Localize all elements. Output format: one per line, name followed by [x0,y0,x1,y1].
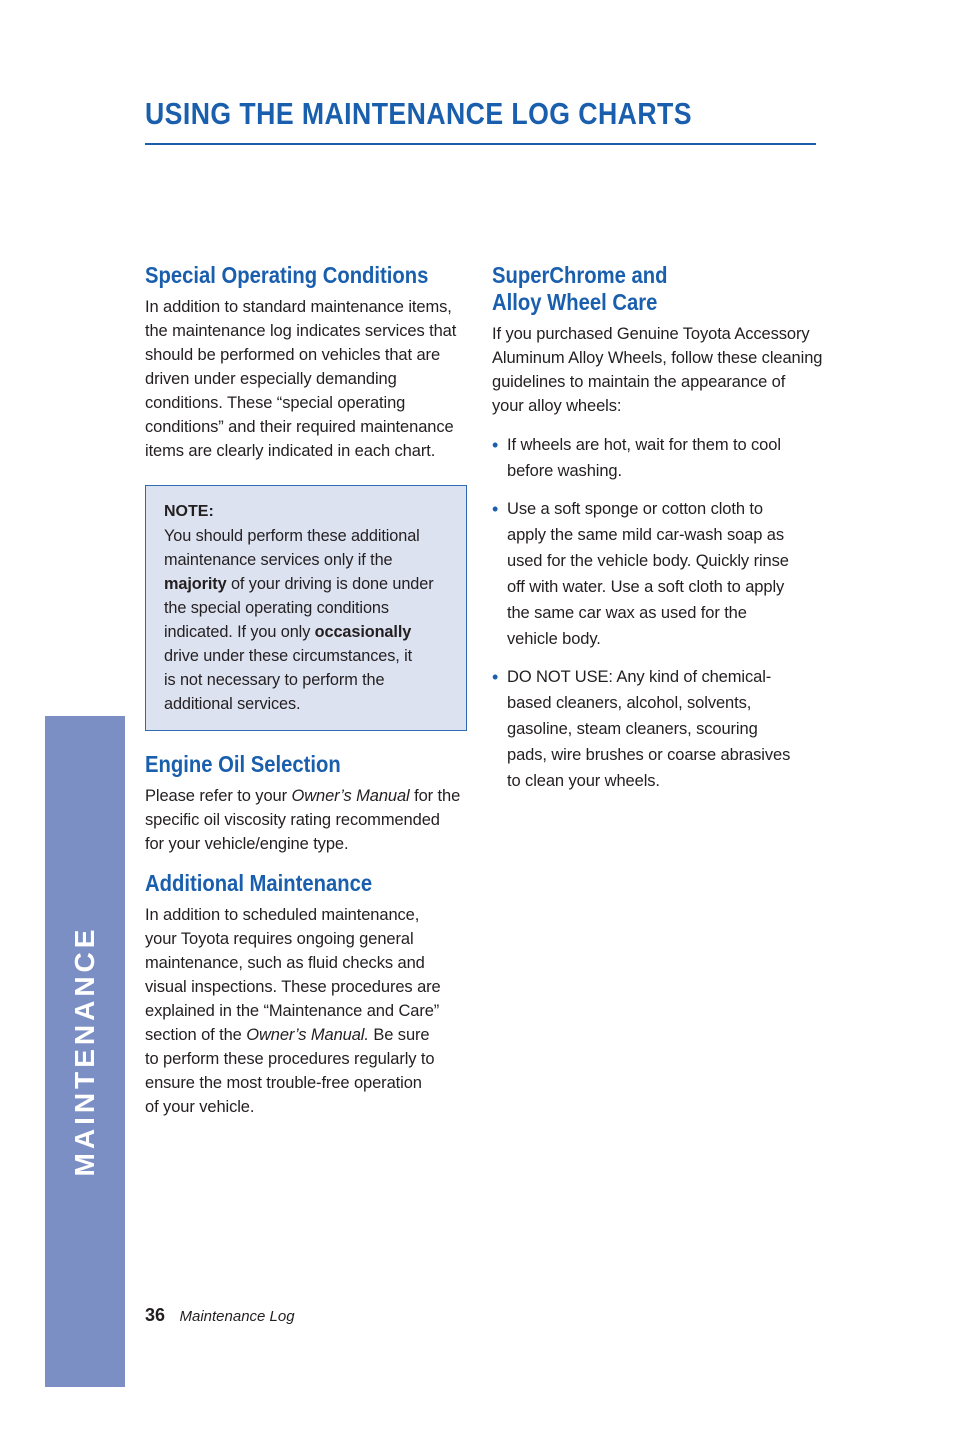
text-line: additional services. [164,695,301,713]
text-line: driven under especially demanding [145,370,397,388]
text-line: Aluminum Alloy Wheels, follow these cleaning [492,349,823,367]
footer-title: Maintenance Log [179,1308,295,1325]
text-line: If you purchased Genuine Toyota Accessory [492,325,810,343]
page-number: 36 [145,1305,166,1325]
section-side-tab [45,716,125,1387]
text-line: the maintenance log indicates services that [145,322,457,340]
text-line [145,1023,475,1047]
text-line: guidelines to maintain the appearance of [492,373,786,391]
text-line: items are clearly indicated in each chart. [145,442,436,460]
page-title: USING THE MAINTENANCE LOG CHARTS [145,96,692,131]
right-column [492,262,822,806]
list-item-text [507,664,822,794]
text-line: off with water. Use a soft cloth to apply [507,578,785,596]
bullet-icon: • [492,499,499,519]
text-line: is not necessary to perform the [164,671,385,689]
list-item [492,432,822,484]
note-body [164,524,466,716]
additional-maintenance-heading: Additional Maintenance [145,870,373,896]
additional-maintenance-body [145,903,475,1119]
owners-manual-reference: Owner’s Manual [291,787,410,805]
bullet-icon: • [492,667,499,687]
text-line: the same car wax as used for the [507,604,747,622]
text-fragment: section of the [145,1026,247,1044]
text-line: vehicle body. [507,630,601,648]
text-line: If wheels are hot, wait for them to cool [507,436,781,454]
text-fragment: of your driving is done under [226,575,434,593]
list-item [492,496,822,652]
text-line: should be performed on vehicles that are [145,346,441,364]
note-title: NOTE: [164,503,214,520]
engine-oil-body [145,784,475,856]
superchrome-intro [492,322,822,418]
text-line: before washing. [507,462,622,480]
text-line: maintenance, such as fluid checks and [145,954,425,972]
page-footer [145,1305,295,1326]
superchrome-heading [492,262,782,316]
text-fragment: indicated. If you only [164,623,315,641]
text-line [145,784,475,808]
left-column [145,262,475,1119]
text-fragment: Be sure [368,1026,430,1044]
special-operating-body [145,295,475,463]
text-line: Use a soft sponge or cotton cloth to [507,500,763,518]
text-line: DO NOT USE: Any kind of chemical- [507,668,772,686]
special-operating-heading: Special Operating Conditions [145,262,429,288]
bullet-icon: • [492,435,499,455]
text-fragment: for the [409,787,461,805]
text-line: gasoline, steam cleaners, scouring [507,720,758,738]
text-line: ensure the most trouble-free operation [145,1074,422,1092]
text-line: used for the vehicle body. Quickly rinse [507,552,789,570]
list-item-text [507,432,822,484]
text-line: your alloy wheels: [492,397,622,415]
text-line: explained in the “Maintenance and Care” [145,1002,440,1020]
text-line: based cleaners, alcohol, solvents, [507,694,752,712]
text-line: to perform these procedures regularly to [145,1050,435,1068]
text-line: your Toyota requires ongoing general [145,930,414,948]
side-tab-label: MAINTENANCE [69,925,100,1177]
text-line: In addition to standard maintenance items, [145,298,452,316]
text-line [164,620,466,644]
text-line: apply the same mild car-wash soap as [507,526,785,544]
text-line: visual inspections. These procedures are [145,978,441,996]
text-line: of your vehicle. [145,1098,255,1116]
text-line: to clean your wheels. [507,772,660,790]
heading-line: SuperChrome and [492,262,668,288]
text-line: conditions. These “special operating [145,394,406,412]
text-line: specific oil viscosity rating recommended [145,811,440,829]
text-line: In addition to scheduled maintenance, [145,906,420,924]
text-line: maintenance services only if the [164,551,393,569]
emphasis-majority: majority [164,575,227,593]
note-box [145,485,467,731]
text-line: pads, wire brushes or coarse abrasives [507,746,791,764]
wheel-care-list [492,432,822,794]
list-item-text [507,496,822,652]
emphasis-occasionally: occasionally [314,623,412,641]
text-line: for your vehicle/engine type. [145,835,349,853]
text-line: the special operating conditions [164,599,389,617]
text-line: drive under these circumstances, it [164,647,413,665]
text-line [164,572,466,596]
engine-oil-heading: Engine Oil Selection [145,751,341,777]
heading-line: Alloy Wheel Care [492,289,658,315]
text-line: You should perform these additional [164,527,420,545]
title-rule [145,143,816,145]
text-fragment: Please refer to your [145,787,292,805]
text-line: conditions” and their required maintenance [145,418,454,436]
list-item [492,664,822,794]
owners-manual-reference: Owner’s Manual. [246,1026,369,1044]
